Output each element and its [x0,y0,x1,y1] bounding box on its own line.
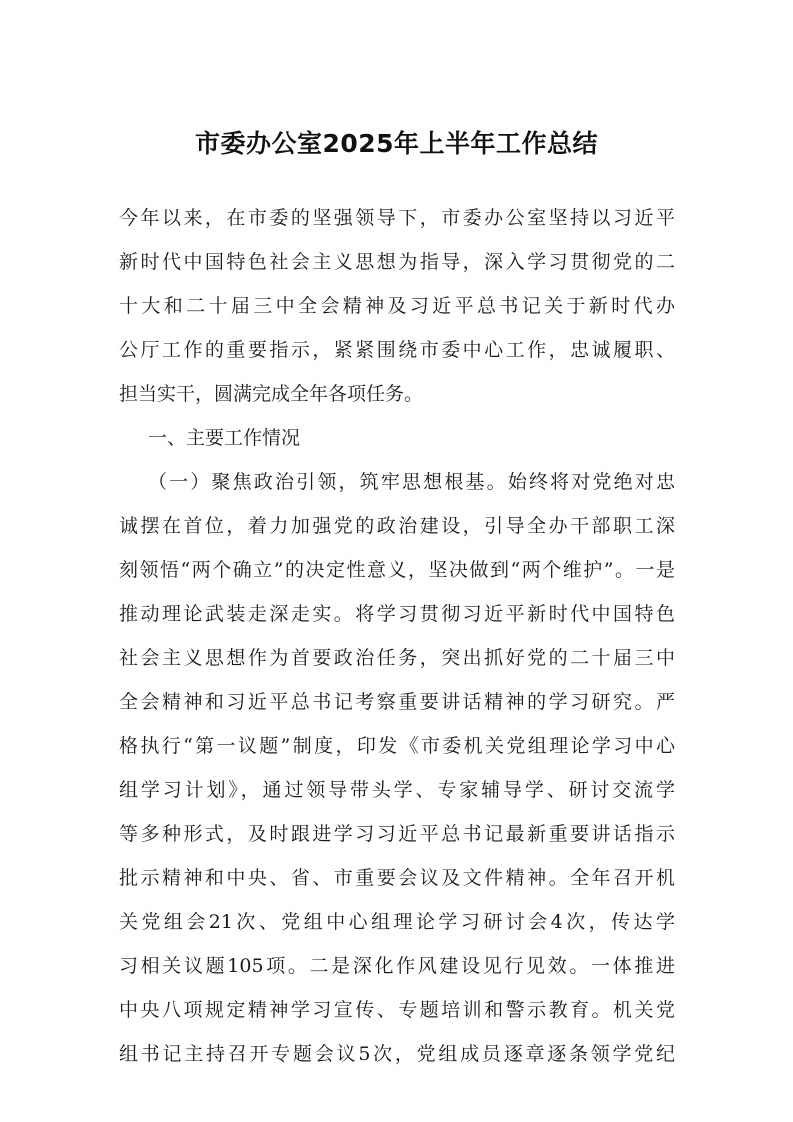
intro-line-5: 担当实干，圆满完成全年各项任务。 [119,383,424,405]
intro-line-1: 今年以来，在市委的坚强领导下，市委办公室坚持以习近平 [119,207,675,229]
intro-line-4: 公厅工作的重要指示，紧紧围绕市委中心工作，忠诚履职、 [119,339,675,361]
section1-line-9: 等多种形式，及时跟进学习习近平总书记最新重要讲话指示 [119,823,675,845]
section-heading: 一、主要工作情况 [148,427,301,449]
section1-line-2: 诚摆在首位，着力加强党的政治建设，引导全办干部职工深 [119,515,675,537]
section1-line-13: 中央八项规定精神学习宣传、专题培训和警示教育。机关党 [119,999,675,1021]
intro-line-3: 十大和二十届三中全会精神及习近平总书记关于新时代办 [119,295,675,317]
intro-line-2: 新时代中国特色社会主义思想为指导，深入学习贯彻党的二 [119,251,675,273]
section1-line-4: 推动理论武装走深走实。将学习贯彻习近平新时代中国特色 [119,603,675,625]
section1-line-12: 习相关议题105项。二是深化作风建设见行见效。一体推进 [119,955,675,977]
section1-line-6: 全会精神和习近平总书记考察重要讲话精神的学习研究。严 [119,691,675,713]
section1-line-1: （一）聚焦政治引领，筑牢思想根基。始终将对党绝对忠 [148,471,675,493]
section1-line-3: 刻领悟“两个确立”的决定性意义，坚决做到“两个维护”。一是 [119,559,675,581]
document-title: 市委办公室2025年上半年工作总结 [194,129,599,158]
section1-line-8: 组学习计划》，通过领导带头学、专家辅导学、研讨交流学 [119,779,675,801]
section1-line-14: 组书记主持召开专题会议5次，党组成员逐章逐条领学党纪 [119,1043,675,1065]
section1-line-11: 关党组会21次、党组中心组理论学习研讨会4次，传达学 [119,911,675,933]
section1-line-7: 格执行“第一议题”制度，印发《市委机关党组理论学习中心 [119,735,675,757]
section1-line-5: 社会主义思想作为首要政治任务，突出抓好党的二十届三中 [119,647,675,669]
section1-line-10: 批示精神和中央、省、市重要会议及文件精神。全年召开机 [119,867,675,889]
